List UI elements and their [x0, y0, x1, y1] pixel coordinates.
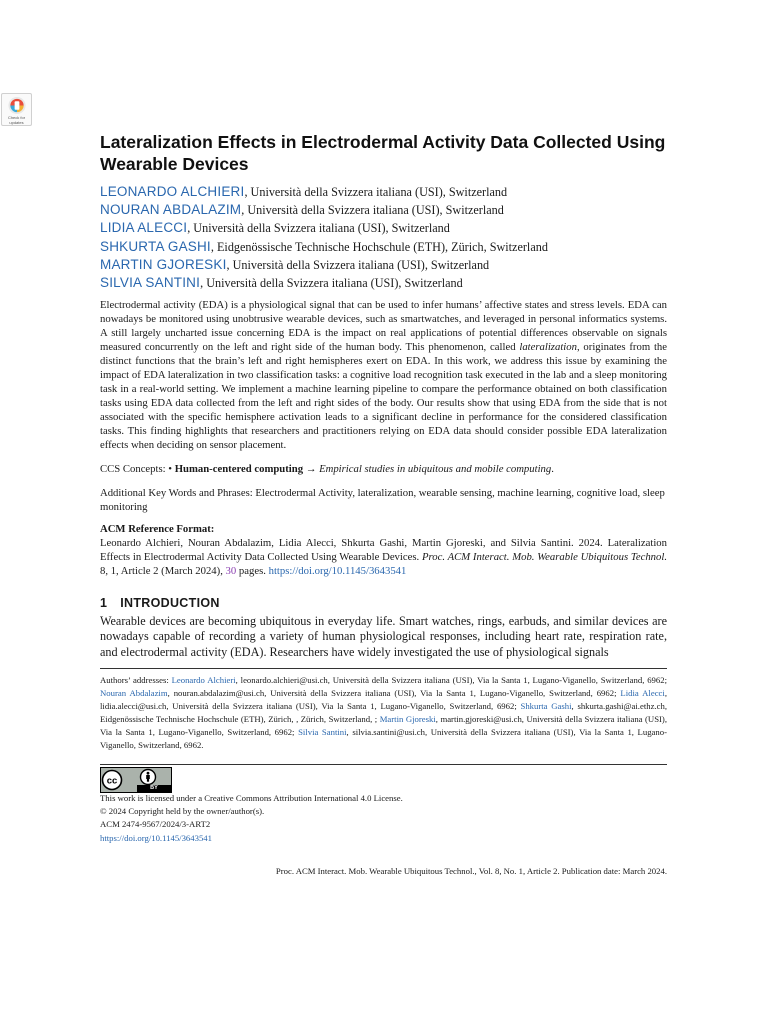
license-statement: This work is licensed under a Creative Commons Attribution International 4.0 License. [100, 793, 403, 803]
abstract-text-1: Electrodermal activity (EDA) is a physiological signal that can be used to infer humans’ affective states and stress levels. EDA can nowadays be monitored using unobtrusive wearable devices, such as smartwatches, and leveraged in personal informatics systems. A still largely uncharted issue concerning EDA is the impact on real applications of potential differences observable on signals measured concurrently on the left and right side of the human body. This phenomenon, called [100, 299, 667, 354]
reference-text-3: pages. [236, 565, 269, 577]
address-author-link[interactable]: Martin Gjoreski [379, 714, 436, 724]
author-affiliation: , Eidgenössische Technische Hochschule (ETH), Zürich, Switzerland [210, 239, 548, 254]
author-name[interactable]: LIDIA ALECCI [100, 220, 188, 236]
author-name[interactable]: NOURAN ABDALAZIM [100, 202, 242, 218]
acm-identifier: ACM 2474-9567/2024/3-ART2 [100, 819, 211, 830]
address-author-link[interactable]: Nouran Abdalazim [100, 688, 168, 698]
reference-heading: ACM Reference Format: [100, 523, 215, 535]
author-entry [100, 219, 680, 237]
author-affiliation: , Università della Svizzera italiana (USI), Switzerland [244, 185, 508, 199]
reference-journal: Proc. ACM Interact. Mob. Wearable Ubiquitous Technol. [421, 551, 667, 563]
abstract [100, 298, 667, 453]
abstract-emphasis: lateralization [519, 341, 577, 354]
license-doi-link[interactable]: https://doi.org/10.1145/3643541 [100, 832, 212, 843]
section-heading-introduction [100, 595, 220, 611]
address-detail: , nouran.abdalazim@usi.ch, Università della Svizzera italiana (USI), Via la Santa 1, Lugano-Viganello, Switzerland, 6962; [167, 688, 621, 698]
copyright-line: © 2024 Copyright held by the owner/author(s). [100, 806, 265, 817]
author-entry [100, 238, 680, 256]
author-name[interactable]: LEONARDO ALCHIERI [100, 184, 245, 199]
svg-text:cc: cc [106, 775, 118, 787]
creative-commons-badge[interactable] [100, 767, 172, 793]
crossmark-line2: updates [9, 119, 24, 125]
author-entry [100, 256, 680, 274]
addresses-label: Authors’ addresses: [100, 675, 172, 685]
reference-doi-link[interactable]: https://doi.org/10.1145/3643541 [268, 565, 407, 577]
author-name[interactable]: SHKURTA GASHI [100, 238, 211, 254]
footnote-divider [100, 668, 667, 669]
reference-format [100, 536, 667, 578]
crossmark-line1: Check for [7, 115, 26, 120]
cc-logo-icon [101, 768, 137, 792]
author-addresses [100, 674, 667, 752]
address-author-link[interactable]: Lidia Alecci [620, 688, 665, 698]
page-footer: Proc. ACM Interact. Mob. Wearable Ubiquitous Technol., Vol. 8, No. 1, Article 2. Publication date: March 2024. [275, 866, 667, 876]
by-label: BY [150, 785, 158, 791]
ccs-concept: Human-centered computing [174, 463, 304, 475]
author-name[interactable]: SILVIA SANTINI [100, 275, 201, 291]
ccs-end: . [551, 463, 554, 475]
check-for-updates-badge[interactable] [1, 93, 32, 126]
reference-text-1: Leonardo Alchieri, Nouran Abdalazim, Lidia Alecci, Shkurta Gashi, Martin Gjoreski, and Silvia Santini. 2024. Lateralization Effects in Electrodermal Activity Data Collected Using Wearable Devices. [100, 537, 667, 563]
abstract-text-2: , originates from the distinct functions that the brain’s left and right hemispheres exert on EDA. In this work, we address this issue by examining the impact of EDA lateralization in two classification tasks: a cognitive load recognition task executed in the lab and a sleep monitoring task in a real-world setting. We implement a machine learning pipeline to compare the performance obtained on both classification tasks using EDA data collected from the left and right sides of the body. Our results show that using EDA from the side that is not associated with the specific hemisphere activation leads to a significant decline in performance for the considered classification tasks. This finding highlights that researchers and practitioners relying on EDA data should consider possible EDA lateralization effects when deciding on sensor placement. [100, 341, 667, 452]
author-entry [100, 201, 680, 219]
author-entry [100, 274, 680, 292]
attribution-person-icon [137, 768, 173, 786]
paper-title: Lateralization Effects in Electrodermal Activity Data Collected Using Wearable Devices [100, 132, 666, 174]
author-affiliation: , Università della Svizzera italiana (USI), Switzerland [226, 257, 490, 272]
license-block [100, 792, 667, 845]
address-detail: , leonardo.alchieri@usi.ch, Università della Svizzera italiana (USI), Via la Santa 1, Lugano-Viganello, Switzerland, 6962; [235, 675, 667, 685]
introduction-paragraph: Wearable devices are becoming ubiquitous in everyday life. Smart watches, rings, earbuds, and similar devices are nowadays capable of recording a variety of human physiological responses, including heart rate, respiration rate, and electrodermal activity (EDA). Researchers have widely investigated the use of physiological signals [100, 614, 667, 659]
address-detail: , shkurta.gashi@ai.ethz.ch, Eidgenössische Technische Hochschule (ETH), Zürich, , Zürich, Switzerland, ; [100, 701, 667, 724]
author-affiliation: , Università della Svizzera italiana (USI), Switzerland [200, 276, 463, 291]
ccs-concepts [100, 462, 667, 476]
page-count-link[interactable]: 30 [225, 565, 237, 577]
ccs-subconcept: Empirical studies in ubiquitous and mobile computing [319, 463, 552, 475]
ccs-arrow: → [303, 463, 320, 475]
address-author-link[interactable]: Leonardo Alchieri [171, 675, 236, 685]
author-affiliation: , Università della Svizzera italiana (USI), Switzerland [187, 221, 450, 236]
section-title: INTRODUCTION [120, 596, 220, 610]
section-number: 1 [100, 596, 108, 610]
author-entry [100, 183, 680, 201]
license-divider [100, 764, 667, 765]
address-author-link[interactable]: Silvia Santini [298, 727, 347, 737]
ccs-label: CCS Concepts: • [100, 463, 175, 475]
address-detail: , silvia.santini@usi.ch, Università della Svizzera italiana (USI), Via la Santa 1, Lugano-Viganello, Switzerland, 6962. [100, 727, 667, 750]
address-detail: , martin.gjoreski@usi.ch, Università della Svizzera italiana (USI), Via la Santa 1, Lugano-Viganello, Switzerland, 6962; [100, 714, 667, 737]
crossmark-label [8, 116, 25, 125]
crossmark-icon [7, 96, 27, 115]
author-list [100, 183, 680, 292]
address-author-link[interactable]: Shkurta Gashi [520, 701, 572, 711]
author-affiliation: , Università della Svizzera italiana (USI), Switzerland [241, 203, 504, 218]
address-detail: , lidia.alecci@usi.ch, Università della Svizzera italiana (USI), Via la Santa 1, Lugano-Viganello, Switzerland, 6962; [100, 688, 667, 711]
keywords: Additional Key Words and Phrases: Electrodermal Activity, lateralization, wearable sensing, machine learning, cognitive load, sleep monitoring [100, 487, 665, 513]
reference-text-2: 8, 1, Article 2 (March 2024), [100, 565, 226, 577]
author-name[interactable]: MARTIN GJORESKI [100, 256, 227, 272]
